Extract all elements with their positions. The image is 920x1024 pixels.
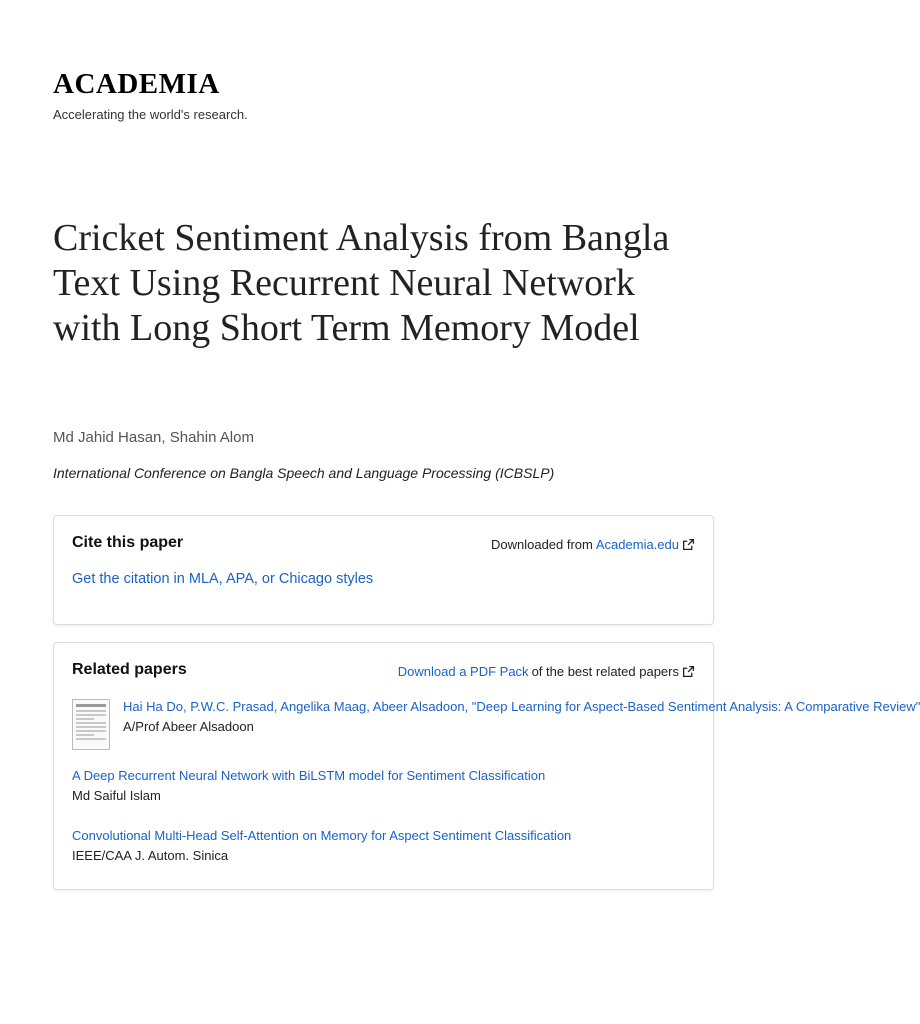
paper-authors: Md Jahid Hasan, Shahin Alom (53, 429, 254, 446)
document-thumbnail-icon[interactable] (72, 699, 110, 750)
tagline: Accelerating the world's research. (53, 107, 248, 122)
academia-logo[interactable]: ACADEMIA (53, 68, 220, 100)
related-paper-title[interactable]: A Deep Recurrent Neural Network with BiLSTM model for Sentiment Classification (72, 768, 546, 783)
download-pack-suffix: of the best related papers (531, 664, 679, 679)
external-link-icon[interactable] (682, 538, 695, 551)
related-paper-item (72, 768, 697, 803)
related-paper-author: IEEE/CAA J. Autom. Sinica (72, 848, 229, 863)
related-papers-card (53, 642, 920, 890)
paper-venue: International Conference on Bangla Speech and Language Processing (ICBSLP) (53, 465, 555, 481)
download-pdf-pack-link[interactable]: Download a PDF Pack (397, 664, 529, 679)
download-pack (398, 664, 695, 679)
downloaded-from-label: Downloaded from (490, 537, 593, 552)
cite-card-heading: Cite this paper (72, 534, 184, 551)
get-citation-link[interactable]: Get the citation in MLA, APA, or Chicago styles (72, 571, 374, 587)
related-paper-item (72, 828, 697, 863)
academia-edu-link[interactable]: Academia.edu (595, 537, 679, 552)
related-paper-author: A/Prof Abeer Alsadoon (123, 719, 254, 734)
related-paper-title[interactable]: Hai Ha Do, P.W.C. Prasad, Angelika Maag, Abeer Alsadoon, "Deep Learning for Aspect-Based Sentiment Analysis: A Comparative Review" (123, 699, 920, 714)
related-paper-author: Md Saiful Islam (72, 788, 161, 803)
related-paper-title[interactable]: Convolutional Multi-Head Self-Attention on Memory for Aspect Sentiment Classification (72, 828, 572, 843)
cite-paper-card (53, 515, 714, 625)
paper-title: Cricket Sentiment Analysis from Bangla Text Using Recurrent Neural Network with Long Short Term Memory Model (53, 217, 670, 349)
related-card-heading: Related papers (72, 661, 187, 678)
downloaded-from (491, 537, 695, 552)
external-link-icon[interactable] (682, 665, 695, 678)
